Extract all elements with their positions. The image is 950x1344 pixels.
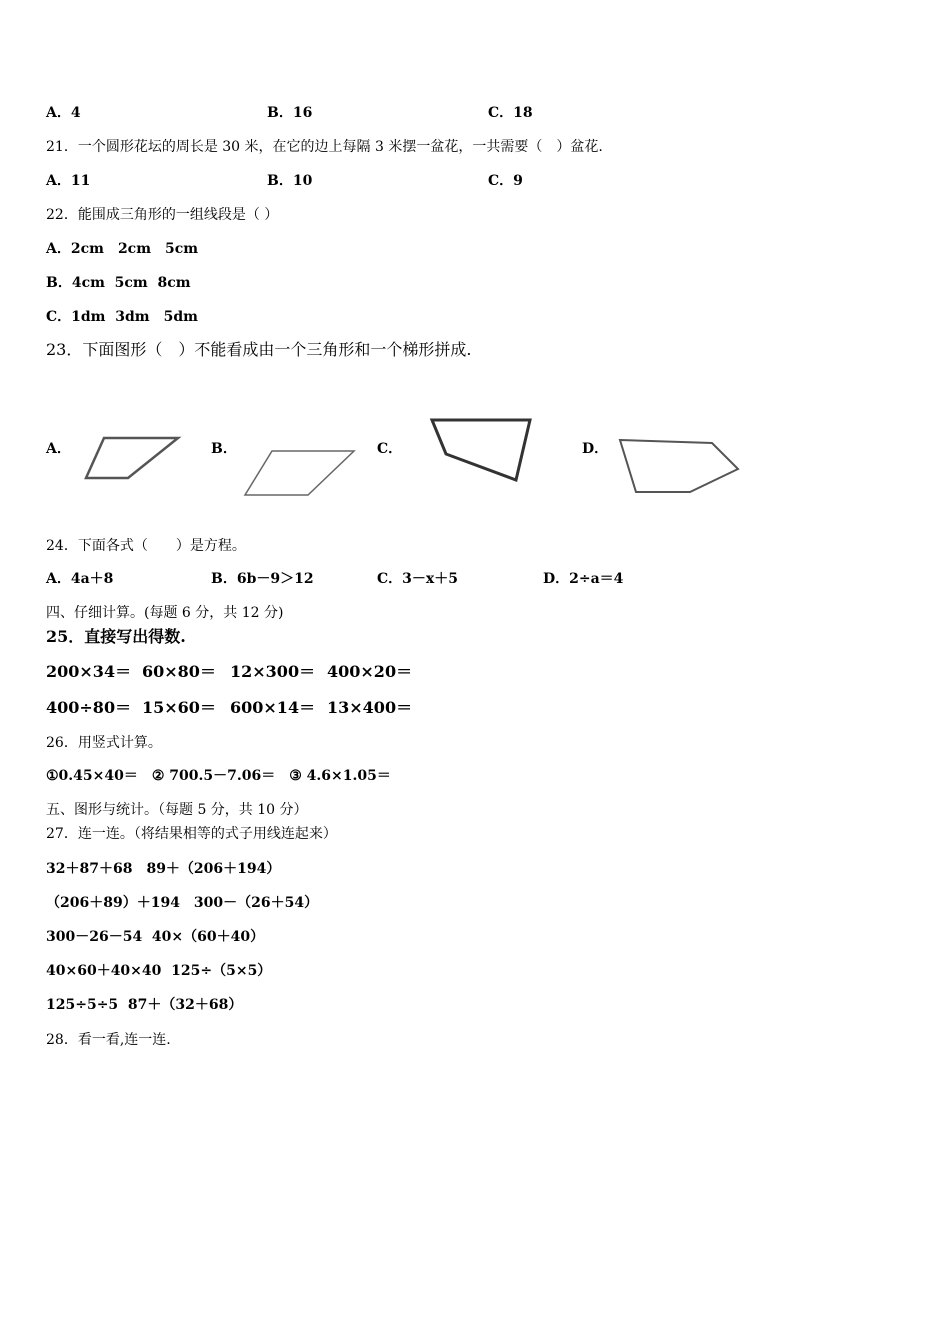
q25-r1-c4: 400×20＝: [327, 662, 413, 681]
q23-label-d: D．: [582, 441, 609, 457]
q21-stem: 21．一个圆形花坛的周长是 30 米，在它的边上每隔 3 米摆一盆花，一共需要（ ）盆花.: [46, 139, 603, 155]
q20-option-a: A．4: [46, 105, 81, 121]
q27-stem: 27．连一连。（将结果相等的式子用线连起来）: [46, 826, 337, 842]
pentagon-d-figure: [614, 436, 744, 498]
q25-stem: 25．直接写出得数.: [46, 627, 186, 646]
q26-items: ①0.45×40＝ ② 700.5－7.06＝ ③ 4.6×1.05＝: [46, 768, 391, 784]
q24-option-b: B．6b－9＞12: [211, 571, 314, 587]
q20-option-b: B．16: [267, 105, 313, 121]
q21-option-c: C．9: [488, 173, 523, 189]
q20-option-c: C．18: [488, 105, 533, 121]
q23-label-b: B．: [211, 441, 237, 457]
q22-option-b: B．4cm 5cm 8cm: [46, 275, 191, 291]
q23-label-a: A．: [46, 441, 71, 457]
q23-label-c: C．: [377, 441, 403, 457]
q27-row-1: 32＋87＋68 89＋（206＋194）: [46, 861, 281, 877]
q27-row-5: 125÷5÷5 87＋（32＋68）: [46, 997, 243, 1013]
q25-r2-c1: 400÷80＝: [46, 698, 132, 717]
q21-option-b: B．10: [267, 173, 313, 189]
q27-row-2: （206＋89）＋194 300－（26＋54）: [46, 895, 319, 911]
parallelogram-a-figure: [80, 432, 184, 484]
q22-option-a: A．2cm 2cm 5cm: [46, 241, 199, 257]
q27-row-4: 40×60＋40×40 125÷（5×5）: [46, 963, 272, 979]
q25-r1-c3: 12×300＝: [230, 662, 316, 681]
q22-option-c: C．1dm 3dm 5dm: [46, 309, 198, 325]
q27-row-3: 300－26－54 40×（60＋40）: [46, 929, 265, 945]
q25-r2-c2: 15×60＝: [142, 698, 216, 717]
q25-r1-c1: 200×34＝: [46, 662, 132, 681]
q22-stem: 22．能围成三角形的一组线段是（ ）: [46, 207, 279, 223]
q21-option-a: A．11: [46, 173, 91, 189]
q24-option-a: A．4a＋8: [46, 571, 114, 587]
q25-r2-c3: 600×14＝: [230, 698, 316, 717]
q24-option-d: D．2÷a＝4: [543, 571, 624, 587]
q26-stem: 26．用竖式计算。: [46, 735, 162, 751]
q24-option-c: C．3－x＋5: [377, 571, 458, 587]
q28-stem: 28．看一看,连一连.: [46, 1032, 171, 1048]
q23-stem: 23．下面图形（ ）不能看成由一个三角形和一个梯形拼成.: [46, 340, 472, 359]
q25-r2-c4: 13×400＝: [327, 698, 413, 717]
section-5-heading: 五、图形与统计。（每题 5 分，共 10 分）: [46, 802, 308, 818]
section-4-heading: 四、仔细计算。(每题 6 分，共 12 分): [46, 605, 284, 621]
q24-stem: 24．下面各式（ ）是方程。: [46, 538, 246, 554]
q25-r1-c2: 60×80＝: [142, 662, 216, 681]
parallelogram-b-figure: [240, 446, 360, 500]
quadrilateral-c-figure: [426, 414, 536, 486]
